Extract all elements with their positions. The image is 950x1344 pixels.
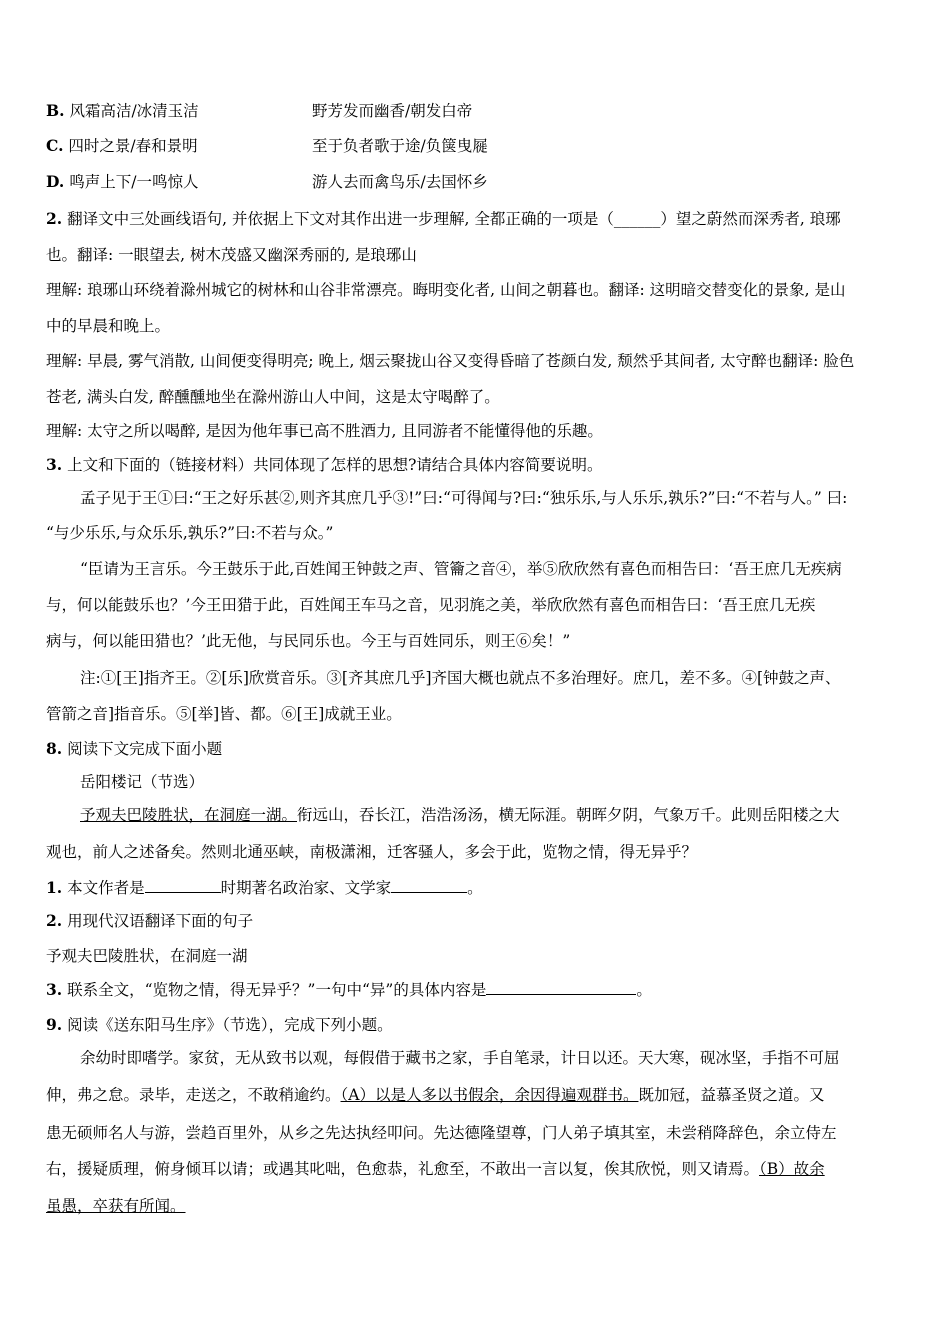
q3-text: 上文和下面的（链接材料）共同体现了怎样的思想?请结合具体内容简要说明。 xyxy=(67,456,603,474)
question-number: 9. xyxy=(46,1015,63,1034)
option-b xyxy=(46,100,908,122)
underlined-sentence: 予观夫巴陵胜状，在洞庭一湖。 xyxy=(80,806,298,824)
underlined-sentence-b: （B）故余 xyxy=(759,1160,825,1178)
q2-text: 翻译文中三处画线语句, 并依据上下文对其作出进一步理解, 全都正确的一项是（______）望之蔚然而深秀者, 琅琊 xyxy=(67,210,841,228)
q3-line: “臣请为王言乐。今王鼓乐于此,百姓闻王钟鼓之声、管籥之音④，举⑤欣欣然有喜色而相告曰：‘吾王庶几无疾病 xyxy=(80,560,842,578)
sub-question-number: 3. xyxy=(46,980,63,999)
sub-question-text: 时期著名政治家、文学家 xyxy=(220,879,392,897)
option-label: C. xyxy=(46,136,64,155)
q2-line: 中的早晨和晚上。 xyxy=(46,317,171,335)
q2-line: 理解: 太守之所以喝醉, 是因为他年事已高不胜酒力, 且同游者不能懂得他的乐趣。 xyxy=(46,422,603,440)
option-left: 四时之景/春和景明 xyxy=(68,137,198,155)
passage-text: 右，援疑质理，俯身倾耳以请；或遇其叱咄，色愈恭，礼愈至，不敢出一言以复，俟其欣悦，则又请焉。 xyxy=(46,1160,760,1178)
q2-line: 理解: 早晨, 雾气消散, 山间便变得明亮; 晚上, 烟云聚拢山谷又变得昏暗了苍颜白发, 颓然乎其间者, 太守醉也翻译: 脸色 xyxy=(46,352,855,370)
q3-line xyxy=(46,454,908,476)
sub-question-1 xyxy=(46,877,908,899)
sub-question-number: 2. xyxy=(46,911,63,930)
q2-line: 也。翻译: 一眼望去, 树木茂盛又幽深秀丽的, 是琅琊山 xyxy=(46,246,417,264)
question-number: 8. xyxy=(46,739,63,758)
passage-line: 观也，前人之述备矣。然则北通巫峡，南极潇湘，迁客骚人，多会于此，览物之情，得无异乎？ xyxy=(46,843,698,861)
sub-question-3 xyxy=(46,979,908,1001)
answer-blank[interactable] xyxy=(486,979,636,995)
q2-line: 苍老, 满头白发, 醉醺醺地坐在滁州游山人中间，这是太守喝醉了。 xyxy=(46,388,500,406)
q3-line: 与，何以能鼓乐也？’今王田猎于此，百姓闻王车马之音，见羽旄之美，举欣欣然有喜色而相告曰：‘吾王庶几无疾 xyxy=(46,596,816,614)
passage-line: 患无硕师名人与游，尝趋百里外，从乡之先达执经叩问。先达德隆望尊，门人弟子填其室，未尝稍降辞色，余立侍左 xyxy=(46,1124,837,1142)
q9-heading xyxy=(46,1014,908,1036)
underlined-sentence-b: 虽愚，卒获有所闻。 xyxy=(46,1197,186,1215)
q3-note: 注:①[王]指齐王。②[乐]欣赏音乐。③[齐其庶几乎]齐国大概也就点不多治理好。庶几，差不多。④[钟鼓之声、 xyxy=(80,669,841,687)
passage-line xyxy=(46,1195,908,1217)
q2-line: 理解: 琅琊山环绕着滁州城它的树林和山谷非常漂亮。晦明变化者, 山间之朝暮也。翻译: 这明暗交替变化的景象, 是山 xyxy=(46,281,846,299)
option-right: 游人去而禽鸟乐/去国怀乡 xyxy=(312,173,488,191)
sub-question-text: 。 xyxy=(467,879,483,897)
sub-question-text: 用现代汉语翻译下面的句子 xyxy=(67,912,254,930)
answer-blank[interactable] xyxy=(145,877,221,893)
question-number: 2. xyxy=(46,209,63,228)
option-label: B. xyxy=(46,101,65,120)
passage-line xyxy=(46,1084,908,1106)
question-number: 3. xyxy=(46,455,63,474)
sub-question-text: 。 xyxy=(636,981,652,999)
option-label: D. xyxy=(46,172,65,191)
q3-line: 病与，何以能田猎也？’此无他，与民同乐也。今王与百姓同乐，则王⑥矣！” xyxy=(46,632,571,650)
passage-line xyxy=(80,804,908,826)
q3-note: 管箭之音]指音乐。⑤[举]皆、都。⑥[王]成就王业。 xyxy=(46,705,402,723)
passage-line xyxy=(46,1158,908,1180)
q3-line: “与少乐乐,与众乐乐,孰乐?”曰:不若与众。” xyxy=(46,524,334,542)
option-left: 风霜高洁/冰清玉洁 xyxy=(69,102,199,120)
passage-title: 岳阳楼记（节选） xyxy=(80,773,205,791)
q8-text: 阅读下文完成下面小题 xyxy=(67,740,223,758)
option-left: 鸣声上下/一鸣惊人 xyxy=(69,173,199,191)
passage-text: 衔远山，吞长江，浩浩汤汤，横无际涯。朝晖夕阴，气象万千。此则岳阳楼之大 xyxy=(297,806,840,824)
passage-text: 既加冠，益慕圣贤之道。又 xyxy=(638,1086,825,1104)
answer-blank[interactable] xyxy=(391,877,467,893)
q9-text: 阅读《送东阳马生序》（节选），完成下列小题。 xyxy=(67,1016,393,1034)
option-c xyxy=(46,135,908,157)
sub-question-2 xyxy=(46,910,908,932)
sub-question-text: 联系全文，“览物之情，得无异乎？”一句中“异”的具体内容是 xyxy=(67,981,487,999)
sub-question-number: 1. xyxy=(46,878,63,897)
q8-heading xyxy=(46,738,908,760)
option-right: 野芳发而幽香/朝发白帝 xyxy=(312,102,473,120)
q2-line xyxy=(46,208,908,230)
passage-line: 余幼时即嗜学。家贫，无从致书以观，每假借于藏书之家，手自笔录，计日以还。天大寒，砚冰坚，手指不可屈 xyxy=(80,1049,840,1067)
option-right: 至于负者歌于途/负箧曳屣 xyxy=(312,137,488,155)
sub-question-text: 本文作者是 xyxy=(67,879,145,897)
q3-line: 孟子见于王①曰:“王之好乐甚②,则齐其庶几乎③!”曰:“可得闻与?曰:“独乐乐,与人乐乐,孰乐?”曰:“不若与人。” 曰: xyxy=(80,489,848,507)
option-d xyxy=(46,171,908,193)
passage-text: 伸，弗之怠。录毕，走送之，不敢稍逾约。 xyxy=(46,1086,341,1104)
sentence-to-translate: 予观夫巴陵胜状，在洞庭一湖 xyxy=(46,947,248,965)
underlined-sentence-a: （A）以是人多以书假余，余因得遍观群书。 xyxy=(340,1086,639,1104)
